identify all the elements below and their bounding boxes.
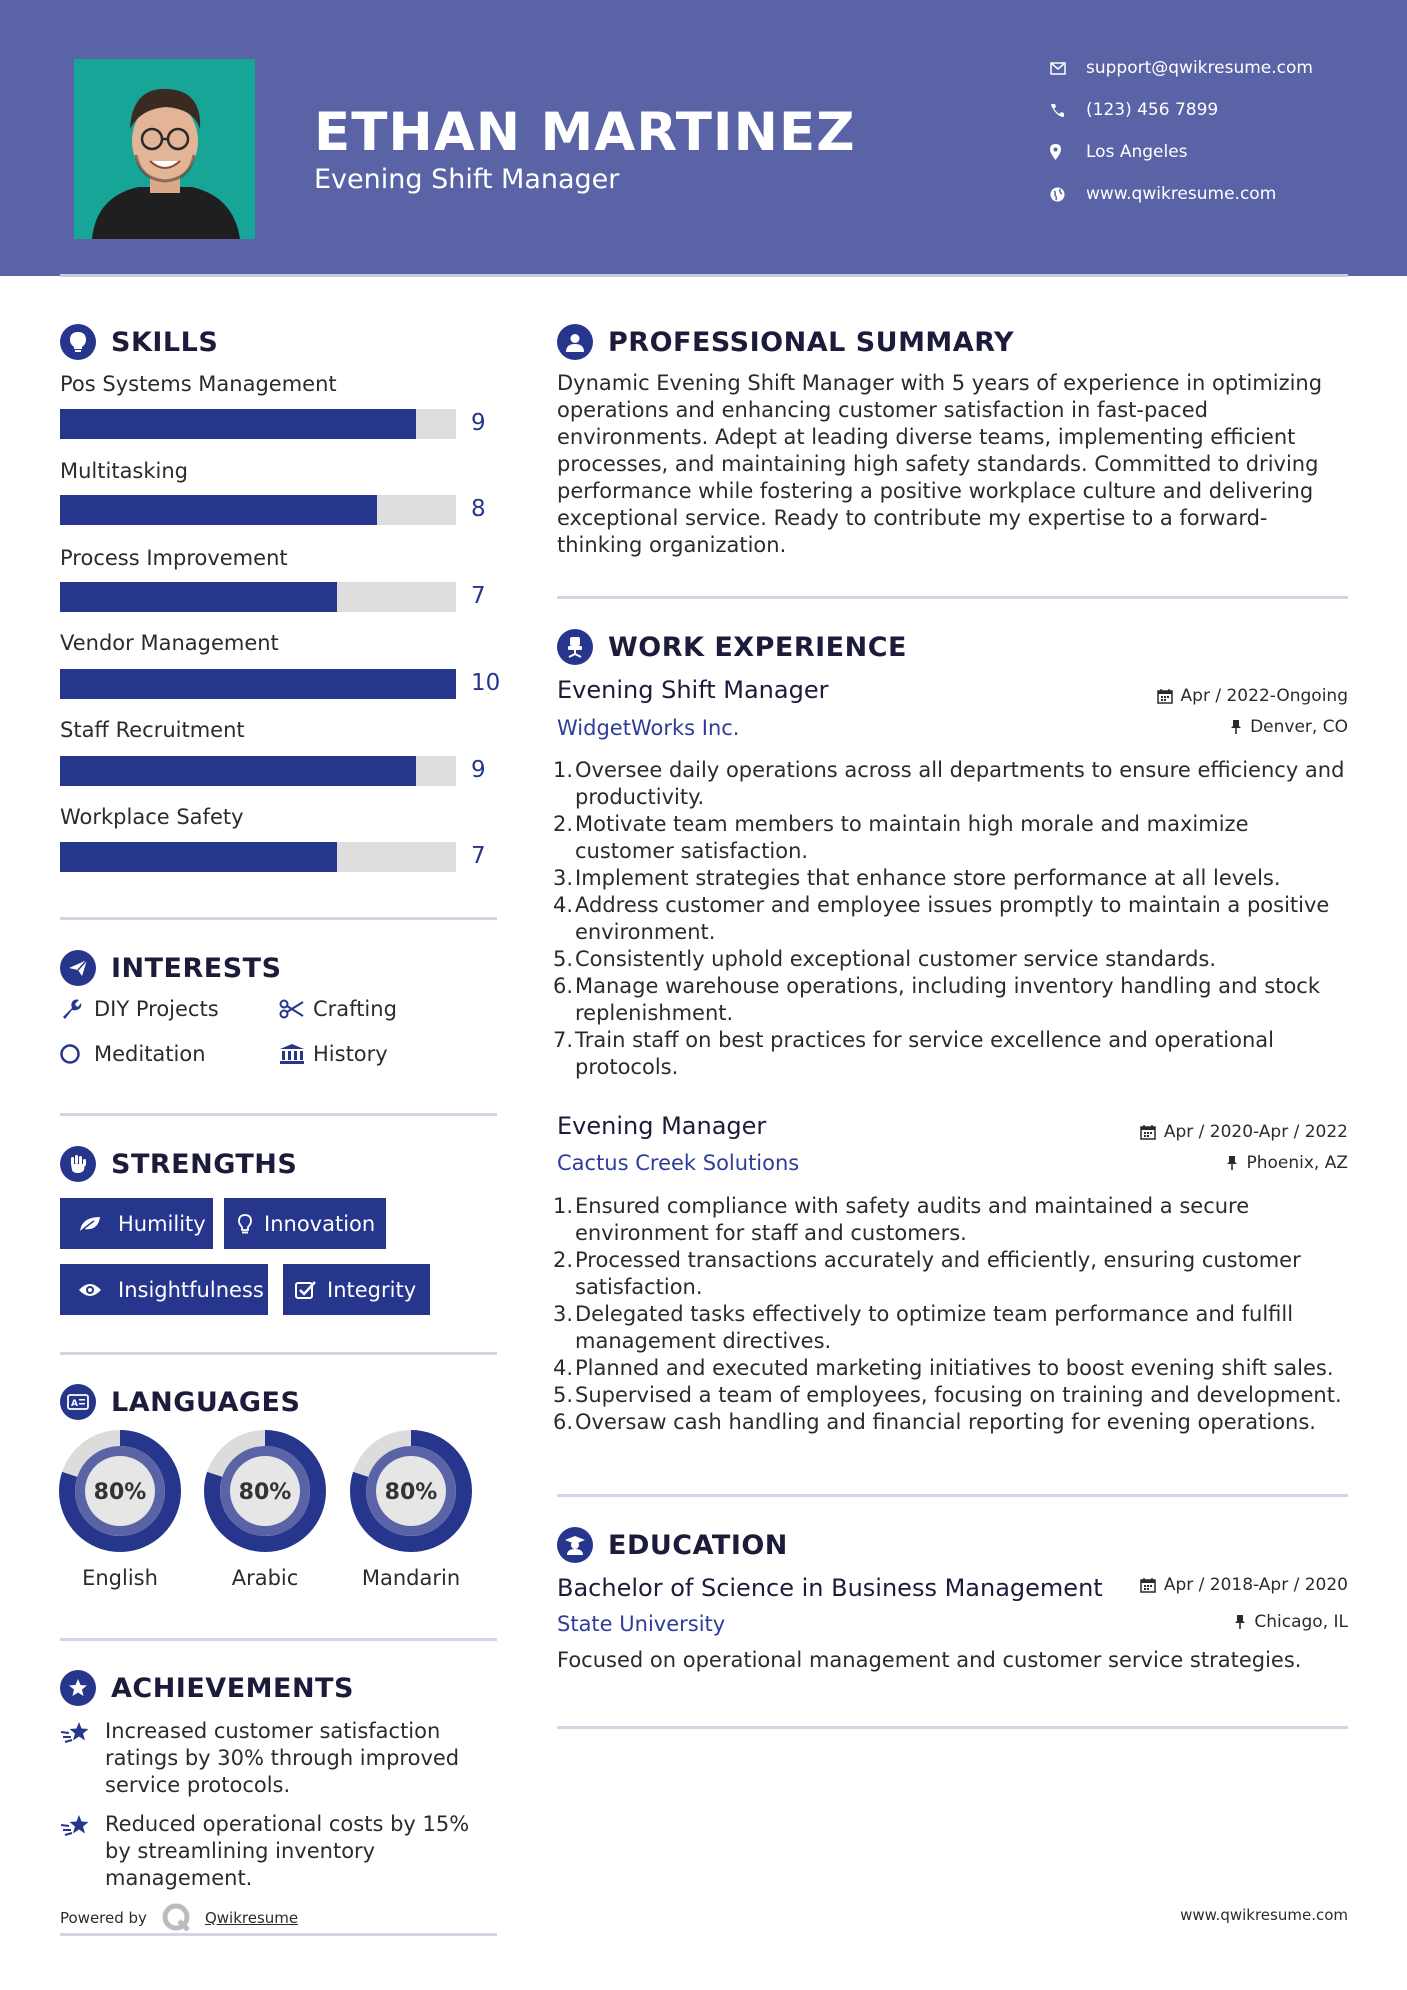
list-item: 1. Ensured compliance with safety audits and maintained a secure environment for staff and customers. (552, 1194, 1250, 1245)
section-divider (60, 1113, 497, 1116)
shooting-star-icon (60, 1718, 105, 1799)
candidate-name: ETHAN MARTINEZ (314, 102, 856, 163)
language-name: Mandarin (361, 1566, 461, 1590)
office-chair-icon (557, 629, 593, 665)
skill-name: Pos Systems Management (60, 372, 337, 396)
degree-title: Bachelor of Science in Business Management (557, 1574, 1103, 1602)
footer-website[interactable]: www.qwikresume.com (1180, 1906, 1348, 1924)
section-divider (60, 917, 497, 920)
phone-icon (1050, 103, 1086, 118)
language-percent: 80% (384, 1480, 438, 1505)
skill-name: Multitasking (60, 459, 189, 483)
language-icon (60, 1384, 96, 1420)
skill-bar-fill (60, 669, 456, 699)
list-item: 1. Oversee daily operations across all departments to ensure efficiency and productivity. (552, 758, 1345, 809)
strength-badge: Insightfulness (60, 1264, 268, 1315)
company-name: WidgetWorks Inc. (557, 716, 740, 740)
shooting-star-icon (60, 1811, 105, 1892)
list-item: 4. Address customer and employee issues promptly to maintain a positive environment. (552, 893, 1330, 944)
checkbox-icon (295, 1280, 317, 1300)
candidate-title: Evening Shift Manager (314, 164, 620, 195)
school-name: State University (557, 1612, 726, 1636)
header (0, 0, 1407, 276)
education-dates: Apr / 2018-Apr / 2020 (1140, 1575, 1348, 1595)
paper-plane-icon (60, 950, 96, 986)
contact-phone[interactable] (1050, 100, 1218, 120)
eye-icon (72, 1282, 108, 1298)
language-percent: 80% (238, 1480, 292, 1505)
section-divider (60, 1933, 497, 1936)
skill-bar (60, 756, 456, 786)
pushpin-icon (1234, 1614, 1246, 1630)
skill-name: Process Improvement (60, 546, 288, 570)
contact-website[interactable] (1050, 184, 1276, 204)
list-item: 3. Delegated tasks effectively to optimize team performance and fulfill management directives. (552, 1302, 1294, 1353)
calendar-icon (1140, 1124, 1156, 1140)
section-divider (60, 1638, 497, 1641)
calendar-icon (1157, 688, 1173, 704)
summary-heading: PROFESSIONAL SUMMARY (557, 324, 1014, 360)
skill-value: 9 (471, 410, 486, 436)
languages-heading: A LANGUAGES (60, 1384, 300, 1420)
education-heading: EDUCATION (557, 1527, 788, 1563)
leaf-icon (72, 1215, 108, 1233)
strengths-heading: STRENGTHS (60, 1146, 297, 1182)
section-divider (60, 1352, 497, 1355)
language-percent: 80% (93, 1480, 147, 1505)
list-item: 5. Consistently uphold exceptional customer service standards. (552, 947, 1217, 971)
circle-icon (60, 1043, 94, 1065)
powered-by: Powered by Qwikresume (60, 1903, 298, 1933)
globe-icon (1050, 187, 1086, 202)
achievement-item: Reduced operational costs by 15% by streamlining inventory management. (60, 1811, 500, 1892)
summary-text: Dynamic Evening Shift Manager with 5 years of experience in optimizing operations and enhancing customer satisfaction in fast-paced environments. Adept at leading diverse teams, implementing efficient processes, and maintaining high safety standards. Committed to driving performance while fostering a positive workplace culture and delivering exceptional service. Ready to contribute my expertise to a forward-thinking organization. (557, 371, 1323, 557)
skill-bar (60, 582, 456, 612)
skill-name: Vendor Management (60, 631, 279, 655)
fist-icon (60, 1146, 96, 1182)
bank-icon (279, 1043, 313, 1065)
skill-name: Workplace Safety (60, 805, 244, 829)
contact-location (1050, 142, 1188, 162)
list-item: 7. Train staff on best practices for service excellence and operational protocols. (552, 1028, 1274, 1079)
qwikresume-link[interactable]: Qwikresume (204, 1909, 299, 1927)
job-title: Evening Shift Manager (557, 676, 829, 704)
list-item: 6. Oversaw cash handling and financial reporting for evening operations. (552, 1410, 1316, 1434)
graduate-icon (557, 1527, 593, 1563)
strength-badge: Humility (60, 1198, 213, 1249)
interest-item: History (279, 1042, 388, 1066)
pushpin-icon (1226, 1155, 1238, 1171)
list-item: 2. Processed transactions accurately and efficiently, ensuring customer satisfaction. (552, 1248, 1301, 1299)
skill-bar-fill (60, 409, 416, 439)
pushpin-icon (1230, 719, 1242, 735)
job-dates: Apr / 2020-Apr / 2022 (1140, 1122, 1348, 1142)
skills-heading: SKILLS (60, 324, 218, 360)
skill-bar (60, 409, 456, 439)
language-ring (204, 1430, 326, 1552)
interest-item: DIY Projects (60, 997, 219, 1021)
scissors-icon (279, 999, 313, 1019)
strength-badge: Integrity (283, 1264, 430, 1315)
lightbulb-outline-icon (236, 1213, 254, 1235)
skill-value: 7 (471, 843, 486, 869)
responsibility-list (552, 757, 1349, 1081)
contact-email[interactable] (1050, 58, 1313, 78)
location-text: Los Angeles (1086, 142, 1188, 162)
experience-heading: WORK EXPERIENCE (557, 629, 907, 665)
company-name: Cactus Creek Solutions (557, 1151, 800, 1175)
skill-bar-fill (60, 495, 377, 525)
skill-value: 7 (471, 583, 486, 609)
education-location: Chicago, IL (1234, 1612, 1348, 1632)
language-ring (350, 1430, 472, 1552)
map-marker-icon (1050, 144, 1086, 160)
section-divider (557, 1494, 1348, 1497)
achievements-heading: ACHIEVEMENTS (60, 1670, 354, 1706)
list-item: 4. Planned and executed marketing initiatives to boost evening shift sales. (552, 1356, 1334, 1380)
star-badge-icon (60, 1670, 96, 1706)
skill-bar-fill (60, 842, 337, 872)
lightbulb-icon (60, 324, 96, 360)
profile-photo (74, 59, 255, 239)
language-name: English (82, 1566, 158, 1590)
skill-bar (60, 495, 456, 525)
job-title: Evening Manager (557, 1112, 767, 1140)
skill-bar-fill (60, 756, 416, 786)
section-divider (557, 1726, 1348, 1729)
email-text: support@qwikresume.com (1086, 58, 1313, 78)
list-item: 2. Motivate team members to maintain high morale and maximize customer satisfaction. (552, 812, 1249, 863)
skill-bar-fill (60, 582, 337, 612)
user-icon (557, 324, 593, 360)
envelope-icon (1050, 62, 1086, 75)
job-dates: Apr / 2022-Ongoing (1157, 686, 1348, 706)
achievement-item: Increased customer satisfaction ratings by 30% through improved service protocols. (60, 1718, 500, 1799)
list-item: 3. Implement strategies that enhance store performance at all levels. (552, 866, 1281, 890)
svg-text:A: A (71, 1399, 78, 1409)
qwikresume-logo-icon (161, 1903, 193, 1933)
skill-bar (60, 669, 456, 699)
language-name: Arabic (231, 1566, 299, 1590)
job-location: Denver, CO (1230, 717, 1348, 737)
interest-item: Crafting (279, 997, 397, 1021)
skill-value: 9 (471, 757, 486, 783)
interest-item: Meditation (60, 1042, 206, 1066)
section-divider (557, 596, 1348, 599)
skill-value: 8 (471, 496, 486, 522)
skill-value: 10 (471, 670, 501, 696)
phone-text: (123) 456 7899 (1086, 100, 1219, 120)
skill-bar (60, 842, 456, 872)
responsibility-list (552, 1193, 1349, 1436)
wrench-icon (60, 998, 94, 1020)
education-description: Focused on operational management and customer service strategies. (557, 1648, 1302, 1672)
list-item: 6. Manage warehouse operations, including inventory handling and stock replenishment. (552, 974, 1320, 1025)
strength-badge: Innovation (224, 1198, 386, 1249)
header-divider (60, 274, 1348, 277)
website-text: www.qwikresume.com (1086, 184, 1277, 204)
language-ring (59, 1430, 181, 1552)
skill-name: Staff Recruitment (60, 718, 245, 742)
job-location: Phoenix, AZ (1226, 1153, 1348, 1173)
interests-heading: INTERESTS (60, 950, 282, 986)
list-item: 5. Supervised a team of employees, focusing on training and development. (552, 1383, 1342, 1407)
calendar-icon (1140, 1577, 1156, 1593)
